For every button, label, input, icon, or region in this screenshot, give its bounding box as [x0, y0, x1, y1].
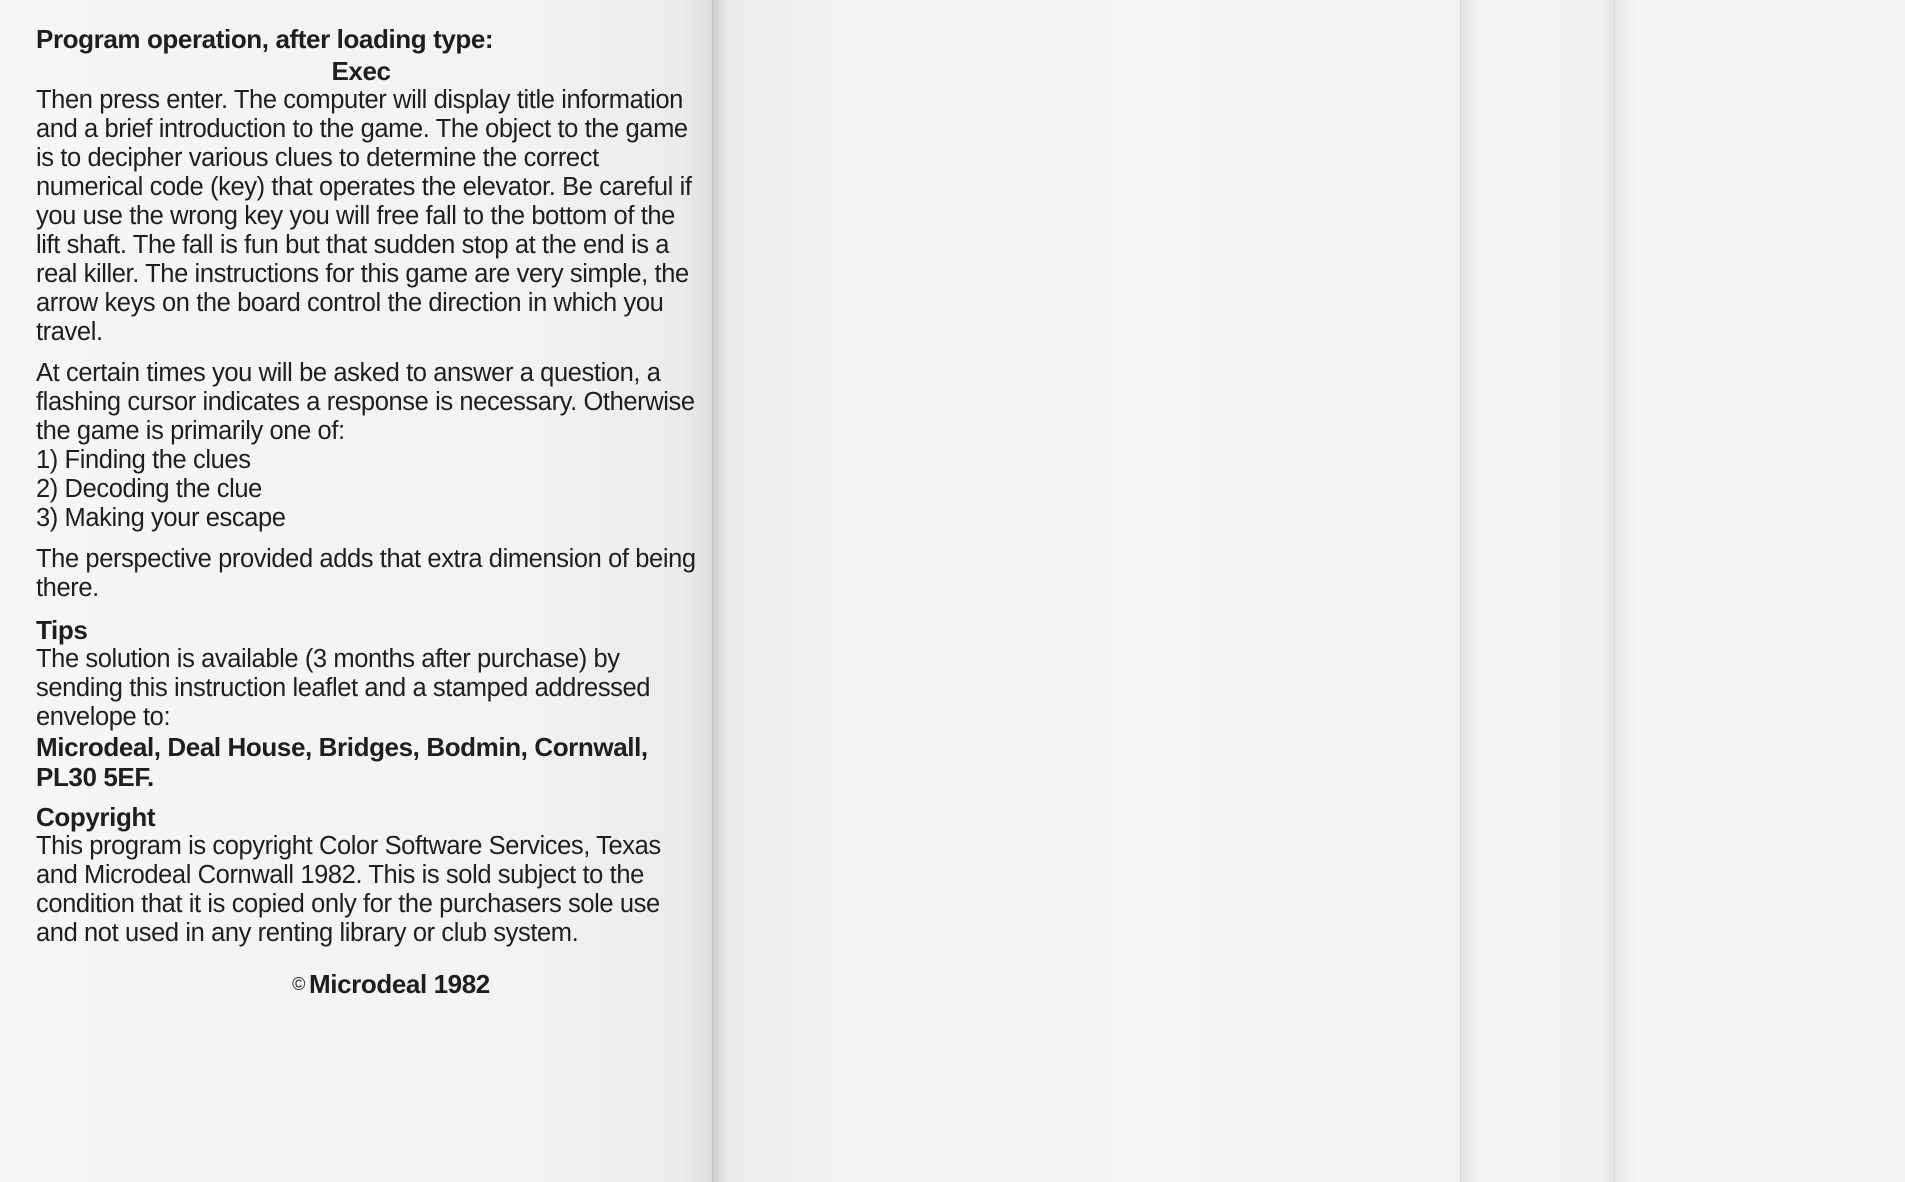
list-item: 3) Making your escape [36, 504, 286, 532]
perspective-paragraph: The perspective provided adds that extra dimension of being there. [36, 545, 696, 602]
steps-list [36, 446, 696, 533]
intro-paragraph: Then press enter. The computer will display title information and a brief introduction to the game. The object to the game is to decipher various clues to determine the correct numerical code (key) that operates the elevator. Be careful if you use the wrong key you will free fall to the bottom of the lift shaft. The fall is fun but that sudden stop at the end is a real killer. The instructions for this game are very simple, the arrow keys on the board control the direction in which you travel. [36, 86, 692, 346]
copyright-heading: Copyright [36, 802, 156, 832]
address: Microdeal, Deal House, Bridges, Bodmin, Cornwall, PL30 5EF. [36, 732, 648, 792]
list-item: 2) Decoding the clue [36, 475, 262, 503]
flap-panel [1614, 0, 1905, 1182]
operation-heading: Program operation, after loading type: [36, 24, 494, 54]
footer [36, 970, 686, 999]
instruction-panel [0, 0, 712, 1182]
instruction-text [36, 22, 696, 999]
tips-heading: Tips [36, 615, 88, 645]
spine-panel [1460, 0, 1614, 1182]
footer-text: Microdeal 1982 [309, 969, 490, 999]
tips-paragraph: The solution is available (3 months after purchase) by sending this instruction leaflet and a stamped addressed envelope to: [36, 645, 651, 731]
exec-command: Exec [331, 56, 391, 86]
list-item: 1) Finding the clues [36, 446, 251, 474]
copyright-symbol: © [292, 974, 306, 994]
question-paragraph: At certain times you will be asked to answer a question, a flashing cursor indicates a response is necessary. Otherwise the game is primarily one of: [36, 359, 695, 445]
copyright-paragraph: This program is copyright Color Software Services, Texas and Microdeal Cornwall 1982. This is sold subject to the condition that it is copied only for the purchasers sole use and not used in any renting library or club system. [36, 832, 661, 947]
blank-panel [712, 0, 1460, 1182]
